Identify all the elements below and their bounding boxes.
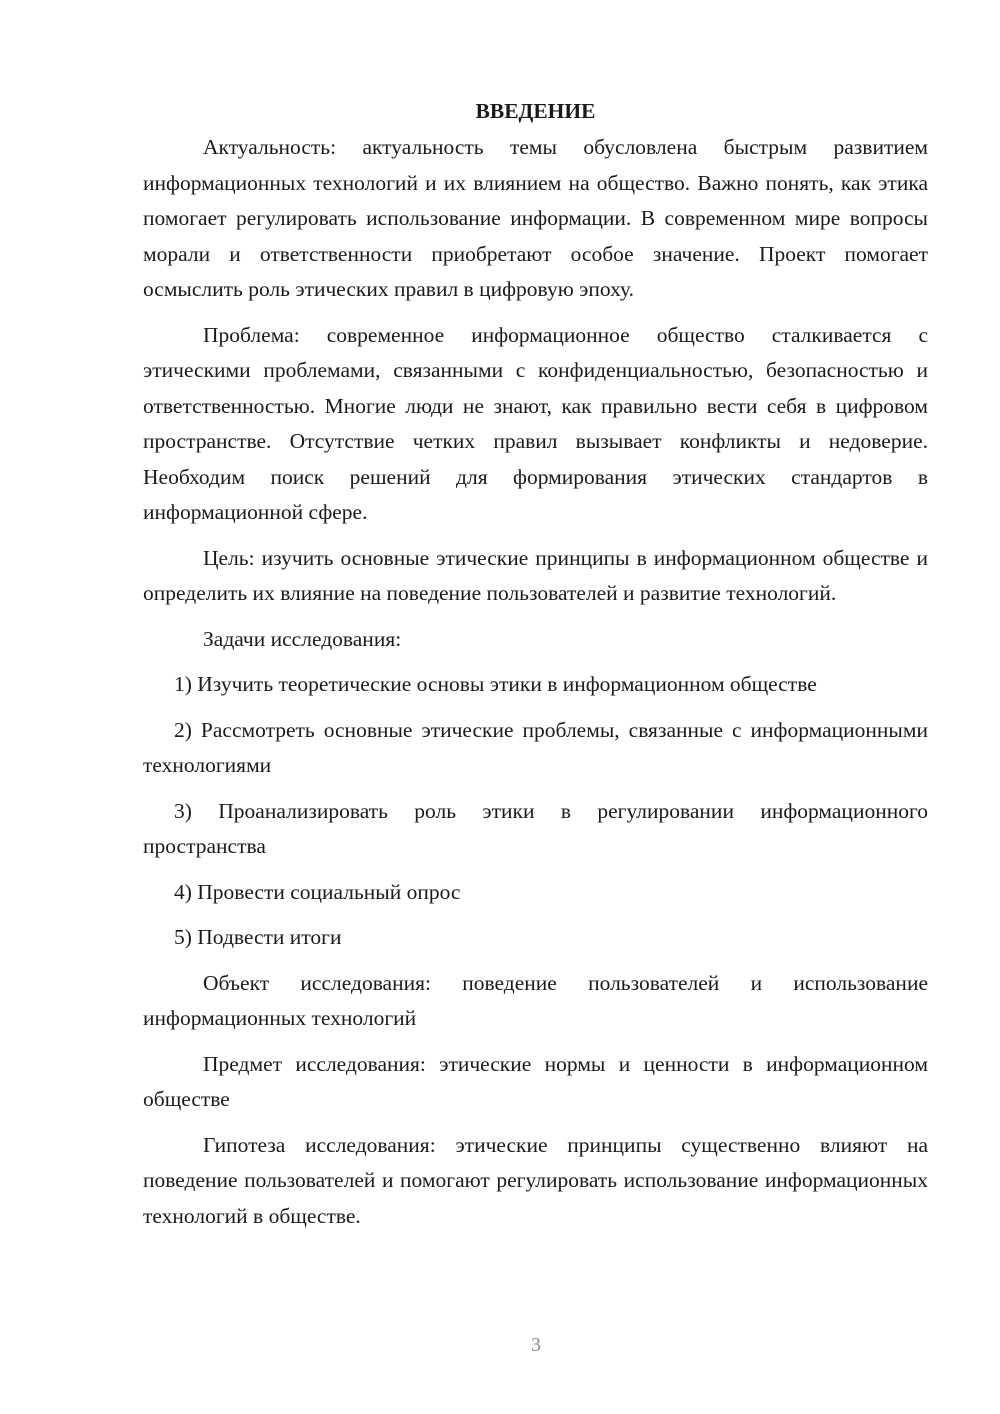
paragraph-problem: Проблема: современное информационное общество сталкивается с этическими проблемами, связанными с конфиденциальностью, безопасностью и ответственностью. Многие люди не знают, как правильно вести себя в цифровом пространстве. Отсутствие четких правил вызывает конфликты и недоверие. Необходим поиск решений для формирования этических стандартов в информационной сфере. — [143, 322, 928, 524]
task-item-1: 1) Изучить теоретические основы этики в информационном обществе — [174, 672, 817, 696]
page-title: ВВЕДЕНИЕ — [475, 99, 596, 123]
paragraph-relevance: Актуальность: актуальность темы обусловлена быстрым развитием информационных технологий и их влиянием на общество. Важно понять, как этика помогает регулировать использование информации. В современном мире вопросы морали и ответственности приобретают особое значение. Проект помогает осмыслить роль этических правил в цифровую эпоху. — [143, 135, 928, 301]
paragraph-subject: Предмет исследования: этические нормы и ценности в информационном обществе — [143, 1051, 928, 1111]
task-item-5: 5) Подвести итоги — [174, 925, 342, 949]
paragraph-object: Объект исследования: поведение пользователей и использование информационных технологий — [143, 970, 928, 1030]
task-item-3: 3) Проанализировать роль этики в регулировании информационного пространства — [143, 798, 928, 858]
tasks-heading: Задачи исследования: — [203, 626, 402, 651]
paragraph-hypothesis: Гипотеза исследования: этические принципы существенно влияют на поведение пользователей и помогают регулировать использование информационных технологий в обществе. — [143, 1132, 928, 1228]
task-item-4: 4) Провести социальный опрос — [174, 879, 461, 904]
paragraph-goal: Цель: изучить основные этические принципы в информационном обществе и определить их влияние на поведение пользователей и развитие технологий. — [143, 545, 928, 605]
page-content — [143, 93, 928, 1244]
page-number: 3 — [531, 1334, 541, 1356]
task-item-2: 2) Рассмотреть основные этические проблемы, связанные с информационными технологиями — [143, 717, 928, 777]
